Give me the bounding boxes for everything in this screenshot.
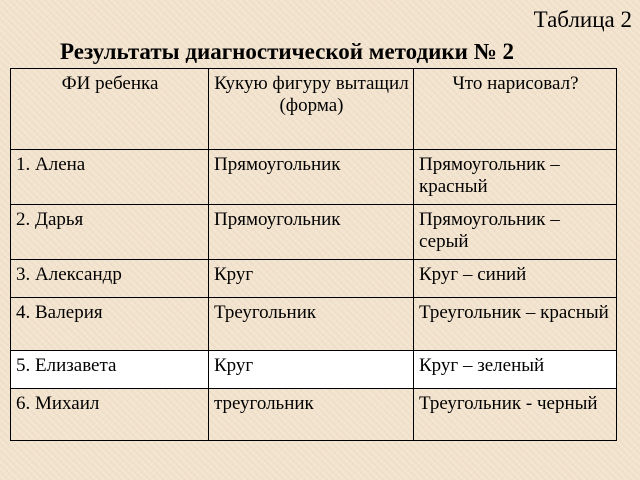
cell-child-name: 4. Валерия bbox=[11, 298, 209, 351]
cell-shape: Круг bbox=[209, 260, 414, 298]
cell-shape: Прямоугольник bbox=[209, 205, 414, 260]
table-row bbox=[11, 389, 617, 441]
column-header-shape: Кукую фигуру вытащил (форма) bbox=[209, 69, 414, 150]
cell-child-name: 6. Михаил bbox=[11, 389, 209, 441]
cell-drawing: Треугольник - черный bbox=[414, 389, 617, 441]
cell-drawing: Прямоугольник – красный bbox=[414, 150, 617, 205]
table-row bbox=[11, 351, 617, 389]
cell-shape: Круг bbox=[209, 351, 414, 389]
cell-child-name: 5. Елизавета bbox=[11, 351, 209, 389]
cell-drawing: Треугольник – красный bbox=[414, 298, 617, 351]
column-header-drawing: Что нарисовал? bbox=[414, 69, 617, 150]
cell-shape: Прямоугольник bbox=[209, 150, 414, 205]
table-header-row bbox=[11, 69, 617, 150]
page-title: Результаты диагностической методики № 2 bbox=[60, 39, 514, 64]
table-row bbox=[11, 205, 617, 260]
table-caption: Таблица 2 bbox=[533, 7, 632, 32]
cell-shape: треугольник bbox=[209, 389, 414, 441]
cell-child-name: 1. Алена bbox=[11, 150, 209, 205]
cell-drawing: Прямоугольник – серый bbox=[414, 205, 617, 260]
cell-child-name: 2. Дарья bbox=[11, 205, 209, 260]
table-row bbox=[11, 260, 617, 298]
cell-drawing: Круг – синий bbox=[414, 260, 617, 298]
cell-shape: Треугольник bbox=[209, 298, 414, 351]
table-row bbox=[11, 150, 617, 205]
column-header-child-name: ФИ ребенка bbox=[11, 69, 209, 150]
cell-child-name: 3. Александр bbox=[11, 260, 209, 298]
table-row bbox=[11, 298, 617, 351]
cell-drawing: Круг – зеленый bbox=[414, 351, 617, 389]
results-table bbox=[10, 68, 617, 441]
